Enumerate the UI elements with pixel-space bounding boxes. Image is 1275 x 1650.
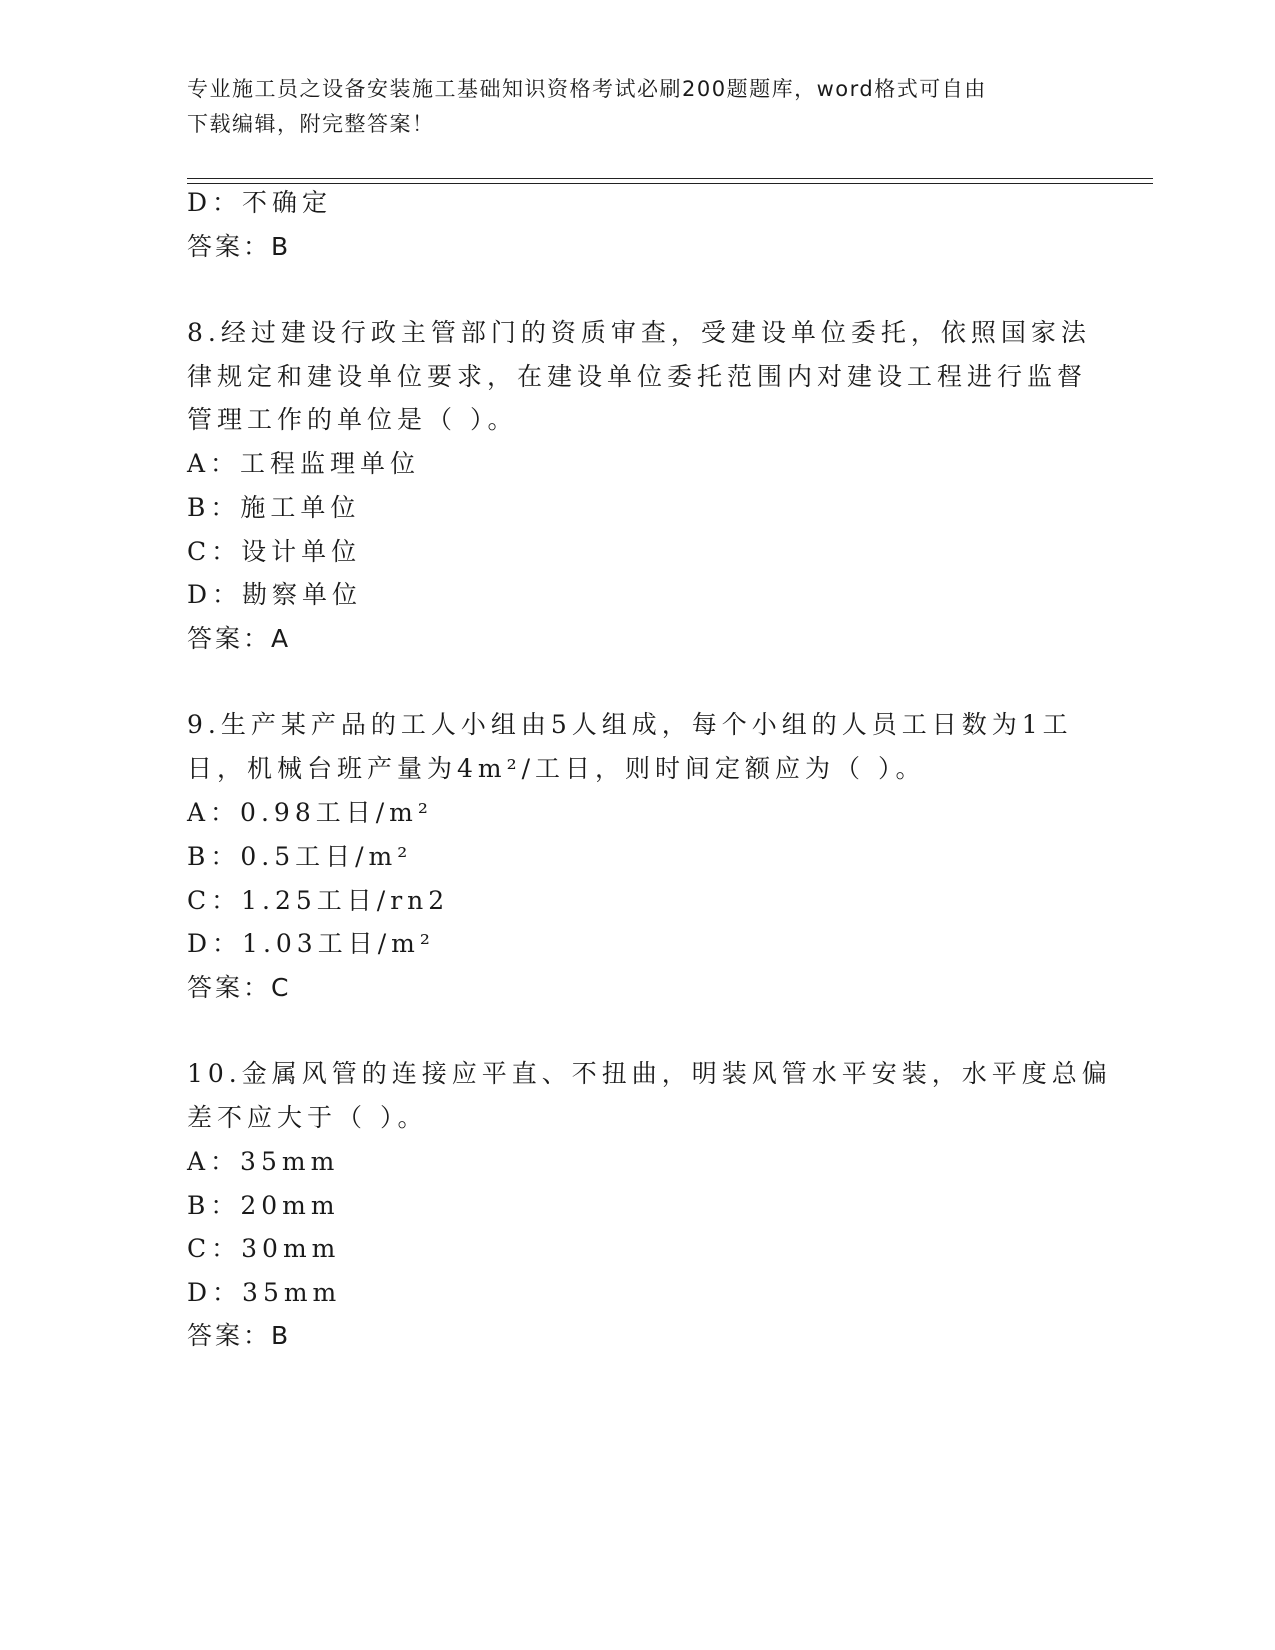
question-10-option-d: D：35mm (187, 1278, 342, 1307)
question-8-answer: 答案：A (187, 624, 292, 653)
question-10-stem-line-2: 差不应大于（ ）。 (187, 1103, 428, 1132)
question-10-option-b: B：20mm (187, 1191, 340, 1220)
prev-answer: 答案：B (187, 232, 292, 261)
header-line-1: 专业施工员之设备安装施工基础知识资格考试必刷200题题库，word格式可自由 (187, 77, 987, 101)
question-8-stem-line-2: 律规定和建设单位要求，在建设单位委托范围内对建设工程进行监督 (187, 362, 1088, 391)
question-9-option-a: A：0.98工日/m² (187, 798, 433, 827)
header-divider (187, 178, 1153, 184)
question-8-option-a: A：工程监理单位 (187, 449, 421, 478)
document-header (187, 72, 1087, 142)
question-10-answer: 答案：B (187, 1321, 292, 1350)
question-8-option-c: C：设计单位 (187, 537, 362, 566)
question-9-answer: 答案：C (187, 973, 292, 1002)
question-9-stem-line-1: 9.生产某产品的工人小组由5人组成，每个小组的人员工日数为1工 (187, 710, 1073, 739)
question-10-option-c: C：30mm (187, 1234, 341, 1263)
question-8-stem-line-1: 8.经过建设行政主管部门的资质审查，受建设单位委托，依照国家法 (187, 318, 1091, 347)
question-9-stem-line-2: 日，机械台班产量为4m²/工日，则时间定额应为（ ）。 (187, 754, 926, 783)
header-line-2: 下载编辑，附完整答案！ (187, 112, 435, 136)
question-8-option-d: D：勘察单位 (187, 580, 363, 609)
question-10-option-a: A：35mm (187, 1147, 340, 1176)
question-9-option-c: C：1.25工日/rn2 (187, 886, 450, 915)
question-9-option-d: D：1.03工日/m² (187, 929, 435, 958)
prev-option-d: D：不确定 (187, 188, 333, 217)
question-10-stem-line-1: 10.金属风管的连接应平直、不扭曲，明装风管水平安装，水平度总偏 (187, 1059, 1112, 1088)
question-8-stem-line-3: 管理工作的单位是（ ）。 (187, 405, 518, 434)
question-8-option-b: B：施工单位 (187, 493, 361, 522)
question-9-option-b: B：0.5工日/m² (187, 842, 413, 871)
